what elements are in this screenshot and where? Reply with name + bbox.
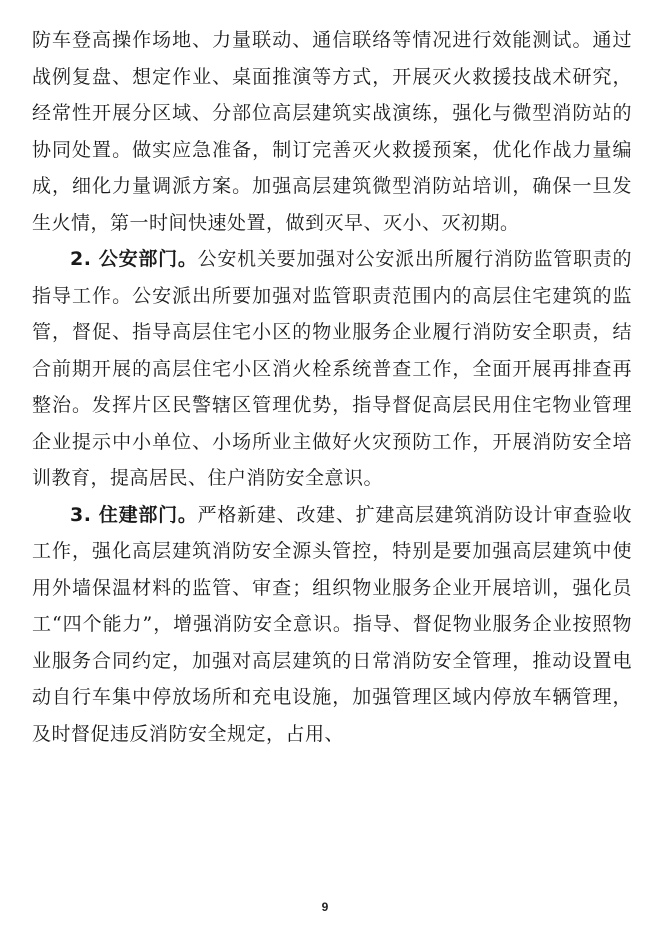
paragraph-text: 严格新建、改建、扩建高层建筑消防设计审查验收工作，强化高层建筑消防安全源头管控，特别是要加强高层建筑中使用外墙保温材料的监管、审查；组织物业服务企业开展培训，强化员工“四个能力”，增强消防安全意识。指导、督促物业服务企业按照物业服务合同约定，加强对高层建筑的日常消防安全管理，推动设置电动自行车集中停放场所和充电设施，加强管理区域内停放车辆管理，及时督促违反消防安全规定，占用、 [32, 503, 632, 745]
paragraph-public-security [32, 241, 632, 497]
paragraph-text: 公安机关要加强对公安派出所履行消防监管职责的指导工作。公安派出所要加强对监管职责范围内的高层住宅建筑的监管，督促、指导高层住宅小区的物业服务企业履行消防安全职责，结合前期开展的高层住宅小区消火栓系统普查工作，全面开展再排查再整治。发挥片区民警辖区管理优势，指导督促高层民用住宅物业管理企业提示中小单位、小场所业主做好火灾预防工作，开展消防安全培训教育，提高居民、住户消防安全意识。 [32, 248, 632, 489]
document-body [32, 22, 632, 752]
section-heading: 3. 住建部门。 [70, 503, 198, 526]
page-number: 9 [321, 900, 329, 914]
section-heading: 2. 公安部门。 [70, 248, 198, 270]
paragraph-text: 防车登高操作场地、力量联动、通信联络等情况进行效能测试。通过战例复盘、想定作业、桌面推演等方式，开展灭火救援技战术研究，经常性开展分区域、分部位高层建筑实战演练，强化与微型消防站的协同处置。做实应急准备，制订完善灭火救援预案，优化作战力量编成，细化力量调派方案。加强高层建筑微型消防站培训，确保一旦发生火情，第一时间快速处置，做到灭早、灭小、灭初期。 [32, 29, 632, 234]
paragraph-housing-construction [32, 497, 632, 753]
paragraph-continuation [32, 22, 632, 241]
